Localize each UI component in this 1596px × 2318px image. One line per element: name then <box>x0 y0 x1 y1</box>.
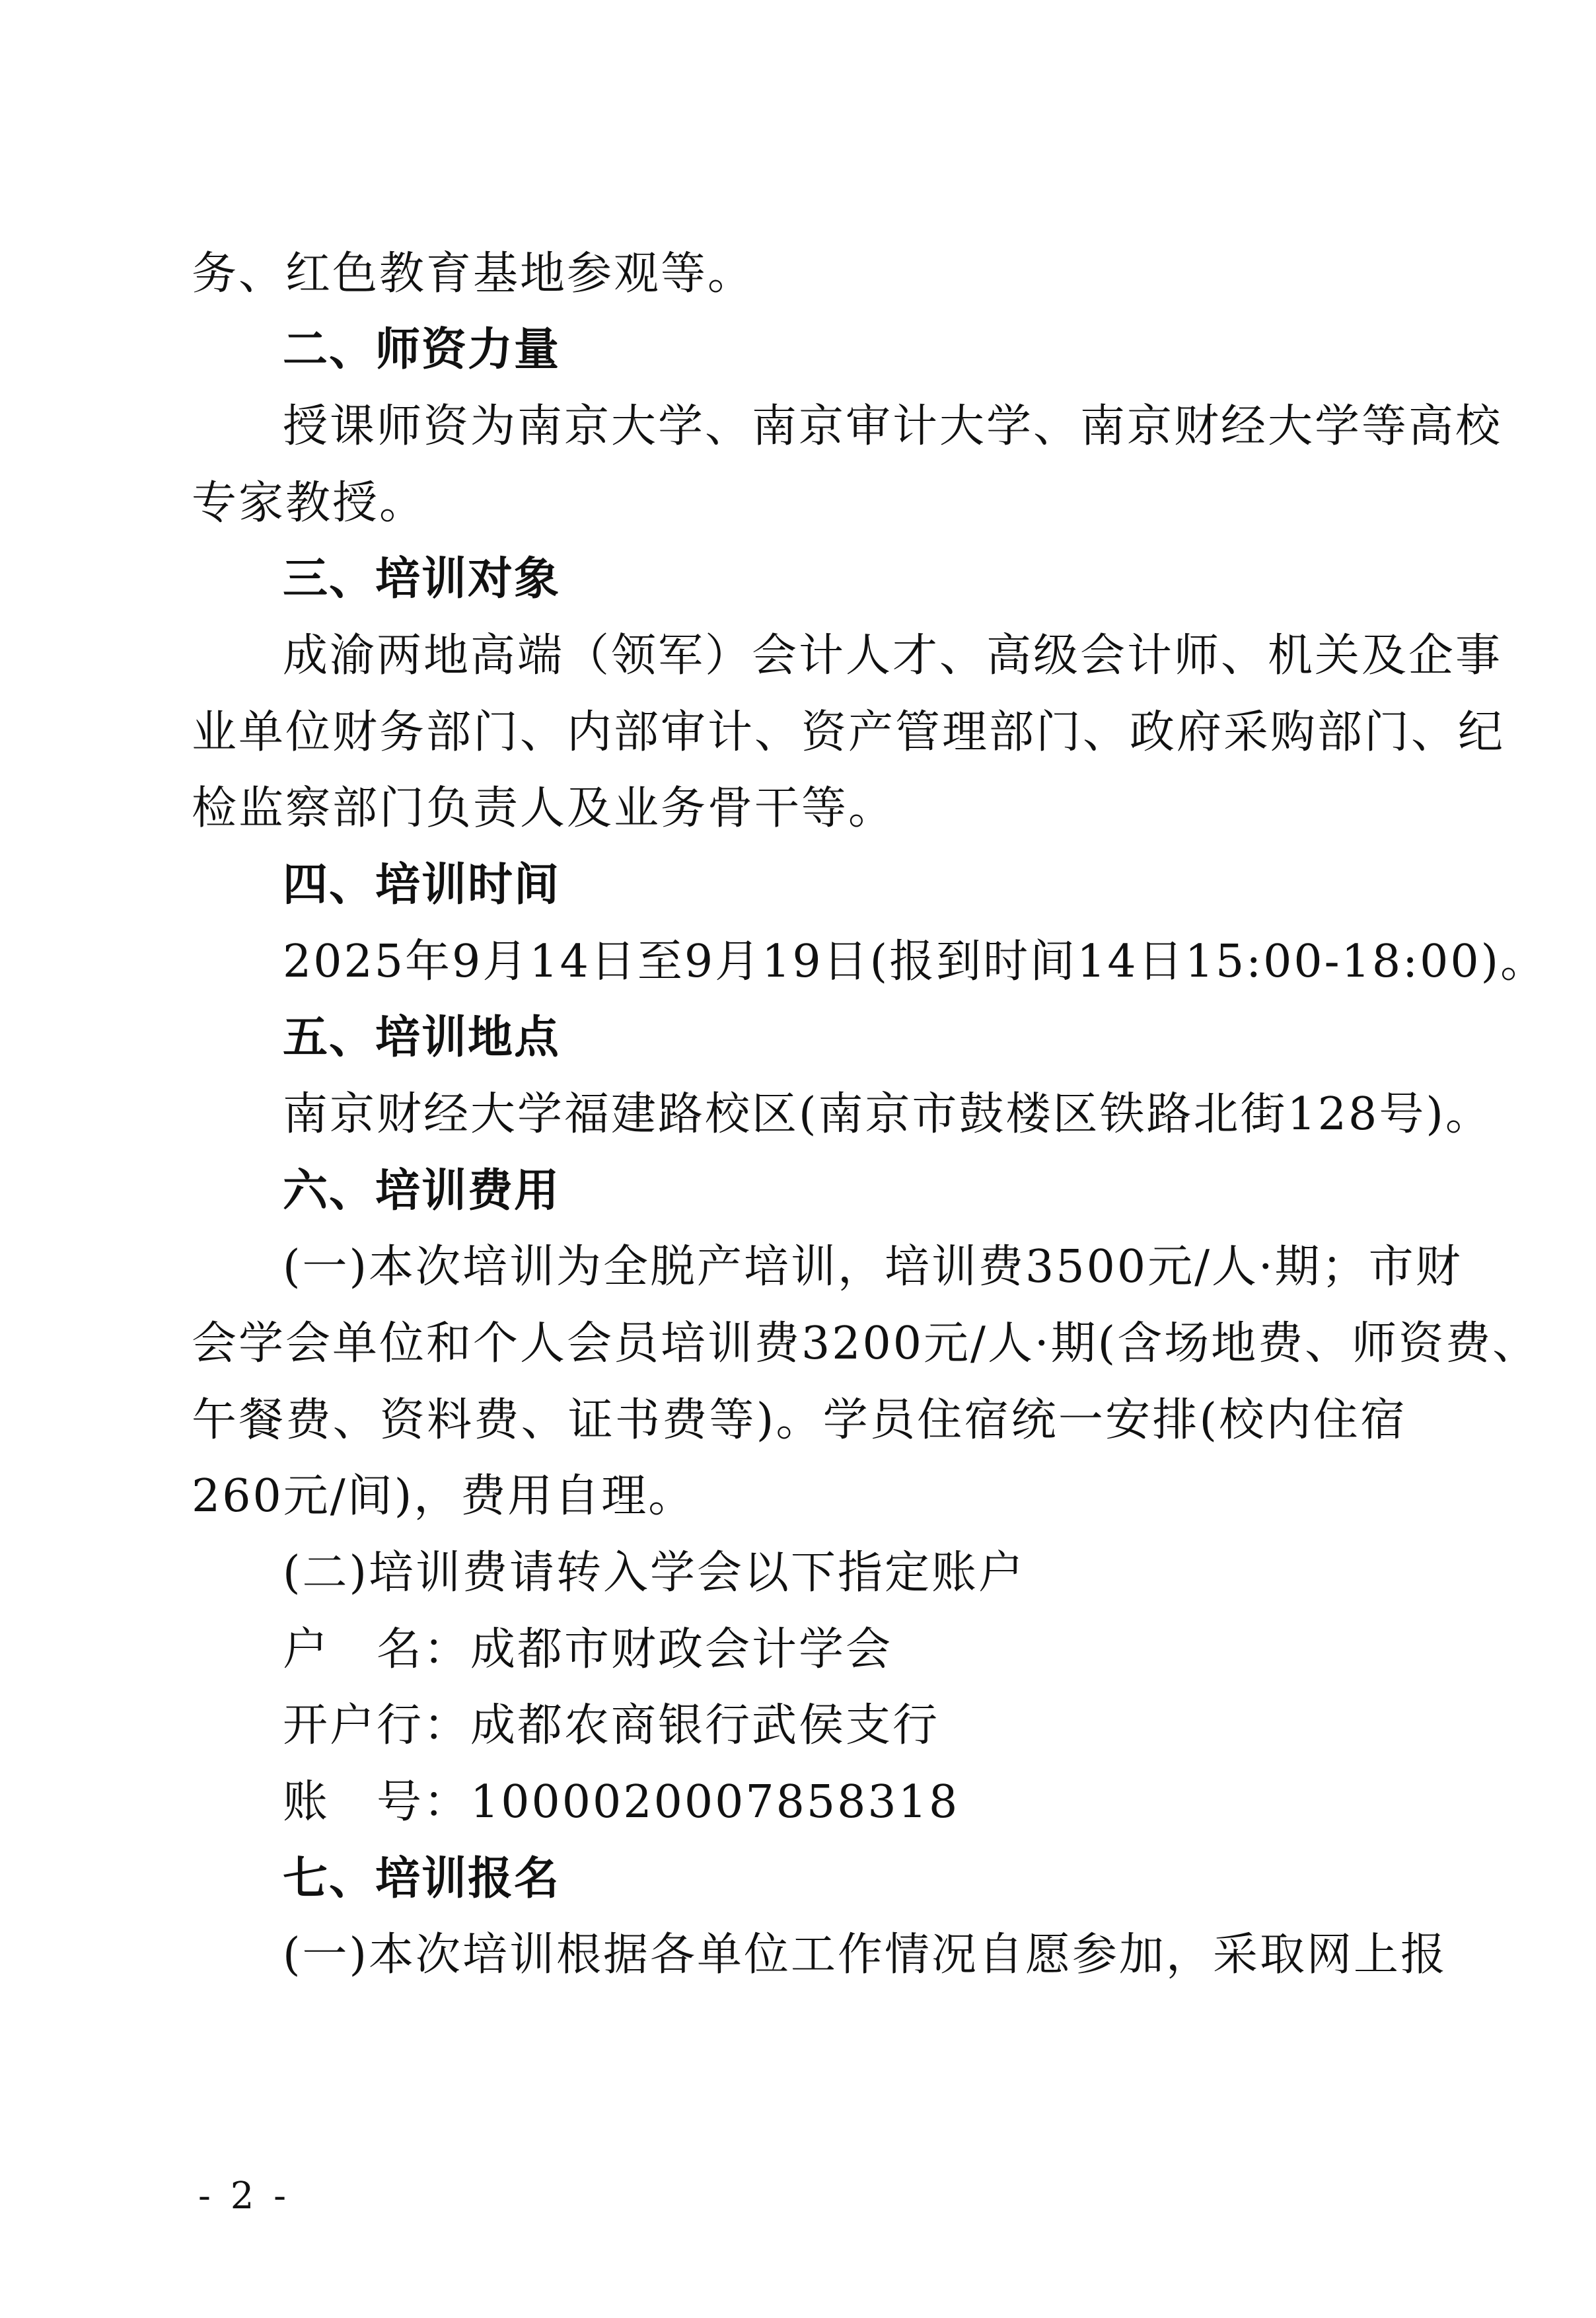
paragraph-line: (一)本次培训为全脱产培训，培训费3500元/人·期；市财 <box>283 1241 1463 1293</box>
paragraph-line: (一)本次培训根据各单位工作情况自愿参加，采取网上报 <box>283 1929 1448 1981</box>
account-number-line: 账 号：1000020007858318 <box>283 1776 960 1828</box>
section-heading-teachers: 二、师资力量 <box>283 324 561 376</box>
section-heading-location: 五、培训地点 <box>283 1012 561 1064</box>
paragraph-line: 260元/间)，费用自理。 <box>192 1470 696 1522</box>
paragraph-line: 午餐费、资料费、证书费等)。学员住宿统一安排(校内住宿 <box>192 1394 1407 1446</box>
paragraph-line: (二)培训费请转入学会以下指定账户 <box>283 1547 1026 1599</box>
bank-name-line: 开户行：成都农商银行武侯支行 <box>283 1700 940 1752</box>
page-number: - 2 - <box>198 2175 291 2218</box>
section-heading-trainees: 三、培训对象 <box>283 553 561 605</box>
paragraph-line: 南京财经大学福建路校区(南京市鼓楼区铁路北街128号)。 <box>283 1088 1492 1140</box>
section-heading-fees: 六、培训费用 <box>283 1165 561 1217</box>
continuation-line: 务、红色教育基地参观等。 <box>192 248 755 300</box>
paragraph-line: 业单位财务部门、内部审计、资产管理部门、政府采购部门、纪 <box>192 706 1505 759</box>
paragraph-line: 检监察部门负责人及业务骨干等。 <box>192 782 896 835</box>
paragraph-line: 2025年9月14日至9月19日(报到时间14日15:00-18:00)。 <box>283 936 1548 988</box>
paragraph-line: 授课师资为南京大学、南京审计大学、南京财经大学等高校 <box>283 400 1503 453</box>
section-heading-registration: 七、培训报名 <box>283 1853 561 1905</box>
account-name-line: 户 名：成都市财政会计学会 <box>283 1624 893 1676</box>
paragraph-line: 专家教授。 <box>192 477 427 529</box>
paragraph-line: 会学会单位和个人会员培训费3200元/人·期(含场地费、师资费、 <box>192 1318 1540 1370</box>
section-heading-time: 四、培训时间 <box>283 859 561 911</box>
paragraph-line: 成渝两地高端（领军）会计人才、高级会计师、机关及企事 <box>283 630 1503 682</box>
